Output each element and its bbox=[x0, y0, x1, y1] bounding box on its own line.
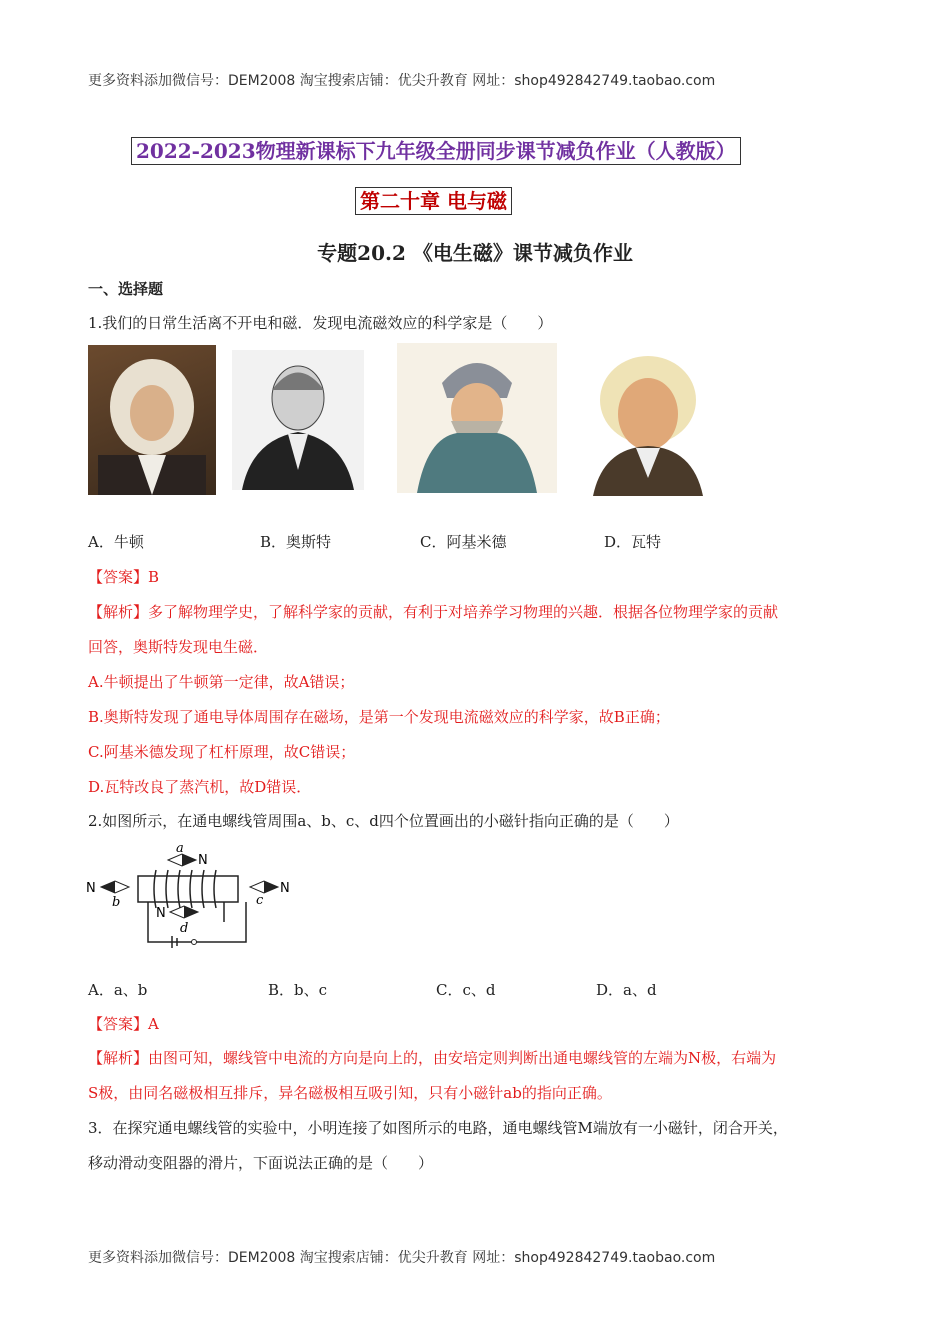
page-footer: 更多资料添加微信号：DEM2008 淘宝搜索店铺：优尖升教育 网址：shop492842749.taobao.com bbox=[88, 1250, 716, 1266]
label-n-c: N bbox=[280, 881, 290, 896]
q1-analysis-line: A.牛顿提出了牛顿第一定律，故A错误； bbox=[88, 673, 355, 691]
q2-option-c: C．c、d bbox=[436, 981, 496, 999]
topic-title: 专题20.2 《电生磁》课节减负作业 bbox=[317, 241, 633, 265]
q1-option-d: D．瓦特 bbox=[604, 533, 662, 551]
q1-option-a: A．牛顿 bbox=[88, 533, 144, 551]
label-c: c bbox=[256, 893, 264, 908]
q2-analysis-line: S极，由同名磁极相互排斥，异名磁极相互吸引知，只有小磁针ab的指向正确。 bbox=[88, 1084, 612, 1102]
q1-option-c: C．阿基米德 bbox=[420, 533, 507, 551]
q1-analysis-line: 【解析】多了解物理学史，了解科学家的贡献，有利于对培养学习物理的兴趣．根据各位物理学家的贡献 bbox=[88, 603, 779, 621]
portrait-newton bbox=[88, 345, 216, 495]
solenoid-diagram bbox=[84, 840, 299, 952]
question-3-stem: 3．在探究通电螺线管的实验中，小明连接了如图所示的电路，通电螺线管M端放有一小磁针，闭合开关， bbox=[88, 1119, 788, 1137]
q2-option-b: B．b、c bbox=[268, 981, 328, 999]
label-n-a: N bbox=[198, 853, 208, 868]
q2-option-a: A．a、b bbox=[88, 981, 148, 999]
question-3-stem: 移动滑动变阻器的滑片，下面说法正确的是（ ） bbox=[88, 1154, 434, 1172]
q1-option-b: B．奥斯特 bbox=[260, 533, 332, 551]
q1-analysis-line: C.阿基米德发现了杠杆原理，故C错误； bbox=[88, 743, 356, 761]
label-n-b: N bbox=[86, 881, 96, 896]
portrait-oersted bbox=[232, 350, 364, 490]
q1-analysis-line: 回答，奥斯特发现电生磁． bbox=[88, 638, 269, 656]
label-a: a bbox=[176, 841, 184, 856]
section-heading: 一、选择题 bbox=[88, 280, 164, 298]
portrait-watt bbox=[578, 348, 718, 496]
q2-answer: 【答案】A bbox=[88, 1015, 159, 1033]
series-title: 2022-2023物理新课标下九年级全册同步课节减负作业（人教版） bbox=[131, 137, 741, 165]
page-header: 更多资料添加微信号：DEM2008 淘宝搜索店铺：优尖升教育 网址：shop492842749.taobao.com bbox=[88, 73, 716, 89]
label-d: d bbox=[180, 921, 189, 936]
question-1-stem: 1.我们的日常生活离不开电和磁．发现电流磁效应的科学家是（ ） bbox=[88, 314, 553, 332]
label-n-d: N bbox=[156, 906, 166, 921]
q1-analysis-line: D.瓦特改良了蒸汽机，故D错误． bbox=[88, 778, 312, 796]
q1-analysis-line: B.奥斯特发现了通电导体周围存在磁场，是第一个发现电流磁效应的科学家，故B正确； bbox=[88, 708, 670, 726]
q2-option-d: D．a、d bbox=[596, 981, 657, 999]
chapter-title: 第二十章 电与磁 bbox=[355, 187, 512, 215]
question-2-stem: 2.如图所示，在通电螺线管周围a、b、c、d四个位置画出的小磁针指向正确的是（ ） bbox=[88, 812, 679, 830]
q2-analysis-line: 【解析】由图可知，螺线管中电流的方向是向上的，由安培定则判断出通电螺线管的左端为N极，右端为 bbox=[88, 1049, 777, 1067]
label-b: b bbox=[112, 895, 121, 910]
portrait-archimedes bbox=[397, 343, 557, 493]
q1-answer: 【答案】B bbox=[88, 568, 160, 586]
